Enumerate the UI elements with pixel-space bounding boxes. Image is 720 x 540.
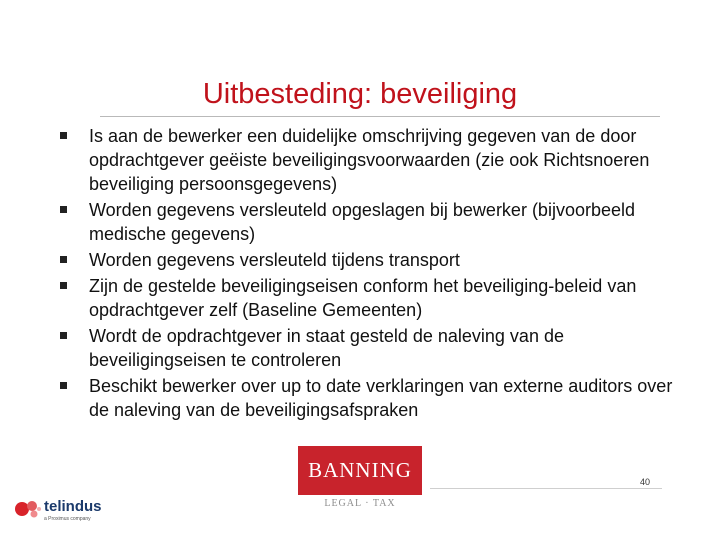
bullet-text: Beschikt bewerker over up to date verklaringen van externe auditors over de naleving van de beveiligingsafspraken <box>89 376 673 420</box>
bullet-square-icon <box>60 132 67 139</box>
list-item <box>58 374 678 422</box>
bullet-square-icon <box>60 382 67 389</box>
bullet-square-icon <box>60 282 67 289</box>
bullet-square-icon <box>60 206 67 213</box>
telindus-mark-icon <box>12 498 42 520</box>
telindus-logo <box>8 490 118 530</box>
bullet-list <box>58 124 678 424</box>
banning-logo-subtitle: LEGAL · TAX <box>324 498 396 509</box>
list-item <box>58 248 678 272</box>
list-item <box>58 324 678 372</box>
banning-logo-text: BANNING <box>308 458 412 482</box>
bullet-text: Worden gegevens versleuteld opgeslagen bij bewerker (bijvoorbeeld medische gegevens) <box>89 200 636 244</box>
bullet-text: Wordt de opdrachtgever in staat gesteld de naleving van de beveiligingseisen te controleren <box>89 326 564 370</box>
list-item <box>58 124 678 196</box>
list-item <box>58 274 678 322</box>
telindus-logo-text: telindus <box>44 498 102 515</box>
banning-logo <box>298 446 422 495</box>
footer-divider <box>430 488 662 489</box>
slide-title: Uitbesteding: beveiliging <box>202 78 518 110</box>
bullet-square-icon <box>60 332 67 339</box>
bullet-square-icon <box>60 256 67 263</box>
telindus-tagline: a Proximus company <box>44 516 91 522</box>
bullet-text: Is aan de bewerker een duidelijke omschrijving gegeven van de door opdrachtgever geëiste beveiligingsvoorwaarden (zie ook Richtsnoeren beveiliging persoonsgegevens) <box>89 126 650 194</box>
bullet-text: Worden gegevens versleuteld tijdens transport <box>89 250 460 270</box>
page-number: 40 <box>640 477 651 487</box>
list-item <box>58 198 678 246</box>
bullet-text: Zijn de gestelde beveiligingseisen conform het beveiliging-beleid van opdrachtgever zelf (Baseline Gemeenten) <box>89 276 637 320</box>
title-divider <box>100 116 660 117</box>
